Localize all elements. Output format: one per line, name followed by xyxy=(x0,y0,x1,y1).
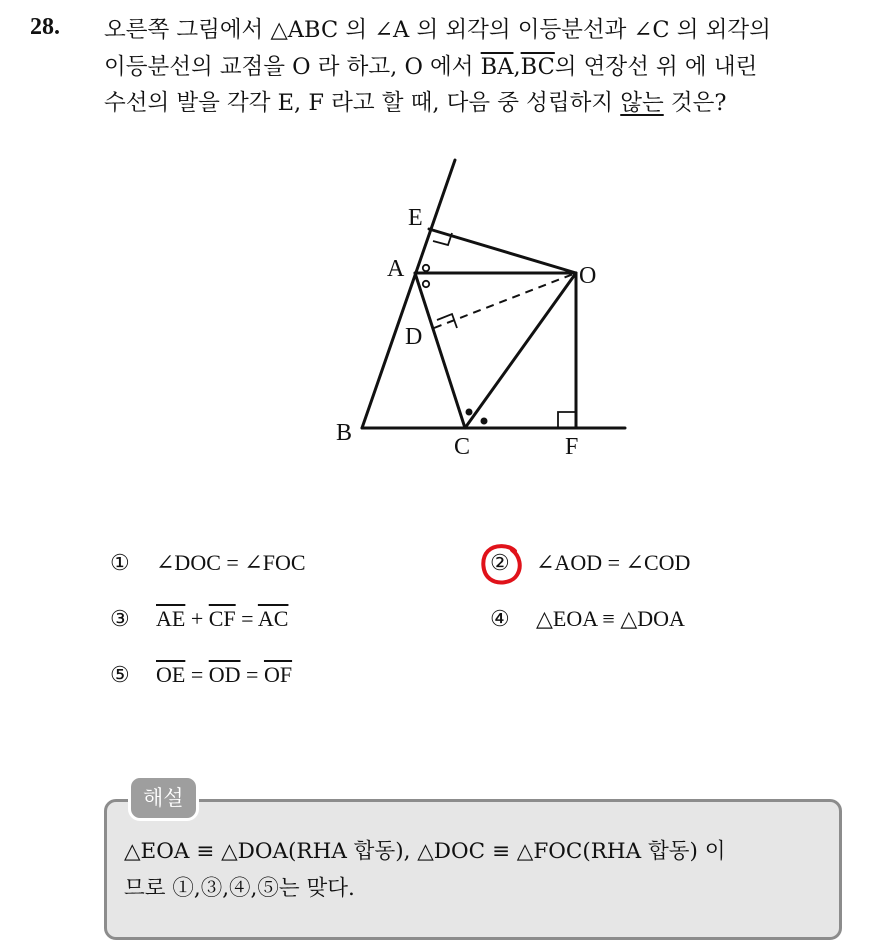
label-e: E xyxy=(408,205,423,231)
underlined-not: 않는 xyxy=(620,90,664,117)
operator-plus: + xyxy=(185,606,209,631)
segment-od: $\overline{OD}$ xyxy=(208,662,241,687)
choice-number: ⑤ xyxy=(110,663,130,688)
segment-ba: $\overline{BA}$ xyxy=(480,53,514,80)
question-line-2-b: 의 연장선 위 에 내린 xyxy=(554,53,758,80)
right-angle-mark-f xyxy=(558,412,576,428)
angle-mark-c-right xyxy=(481,418,488,425)
choice-number: ④ xyxy=(490,607,510,632)
choice-3[interactable] xyxy=(110,606,288,632)
choice-number: ③ xyxy=(110,607,130,632)
label-b: B xyxy=(336,420,353,446)
operator-equals: = xyxy=(235,606,258,631)
segment-ae: $\overline{AE}$ xyxy=(156,606,186,631)
solution-line-1: △EOA ≡ △DOA(RHA 합동), △DOC ≡ △FOC(RHA 합동) 이 xyxy=(124,839,726,864)
choice-number: ① xyxy=(110,551,130,576)
label-o: O xyxy=(579,263,597,289)
question-line-2-a: 이등분선의 교점을 O 라 하고, O 에서 xyxy=(104,53,481,80)
segment-ac: $\overline{AC}$ xyxy=(257,606,289,631)
choice-5[interactable] xyxy=(110,662,292,688)
choice-number: ② xyxy=(490,551,510,576)
segment-of: $\overline{OF}$ xyxy=(263,662,293,687)
operator-equals: = xyxy=(185,662,209,687)
selected-answer-circle xyxy=(479,542,523,586)
question-line-3-a: 수선의 발을 각각 E, F 라고 할 때, 다음 중 성립하지 xyxy=(104,90,621,117)
angle-mark-a-lower xyxy=(423,281,429,287)
segment-co xyxy=(465,273,576,428)
angle-mark-a-upper xyxy=(423,265,429,271)
choice-text: △EOA ≡ △DOA xyxy=(536,606,685,631)
choice-1[interactable] xyxy=(110,550,306,576)
choice-text: ∠DOC = ∠FOC xyxy=(156,550,306,575)
solution-text xyxy=(124,834,824,907)
segment-cf: $\overline{CF}$ xyxy=(208,606,236,631)
label-a: A xyxy=(387,256,405,282)
question-number: 28. xyxy=(30,14,60,40)
segment-oe: $\overline{OE}$ xyxy=(156,662,186,687)
line-b-to-e-extension xyxy=(362,160,455,428)
angle-mark-c-left xyxy=(466,409,473,416)
label-f: F xyxy=(565,434,579,460)
segment-ac xyxy=(415,273,465,428)
question-line-3-b: 것은? xyxy=(663,90,727,117)
solution-line-2: 므로 ①,③,④,⑤는 맞다. xyxy=(124,875,355,901)
operator-equals: = xyxy=(240,662,264,687)
comma: , xyxy=(513,53,521,80)
label-c: C xyxy=(454,434,471,460)
label-d: D xyxy=(405,324,423,350)
choice-4[interactable] xyxy=(490,606,685,632)
solution-tag: 해설 xyxy=(128,775,199,821)
choice-text: ∠AOD = ∠COD xyxy=(536,550,691,575)
question-line-1: 오른쪽 그림에서 △ABC 의 ∠A 의 외각의 이등분선과 ∠C 의 외각의 xyxy=(104,17,771,43)
segment-bc: $\overline{BC}$ xyxy=(520,53,555,80)
